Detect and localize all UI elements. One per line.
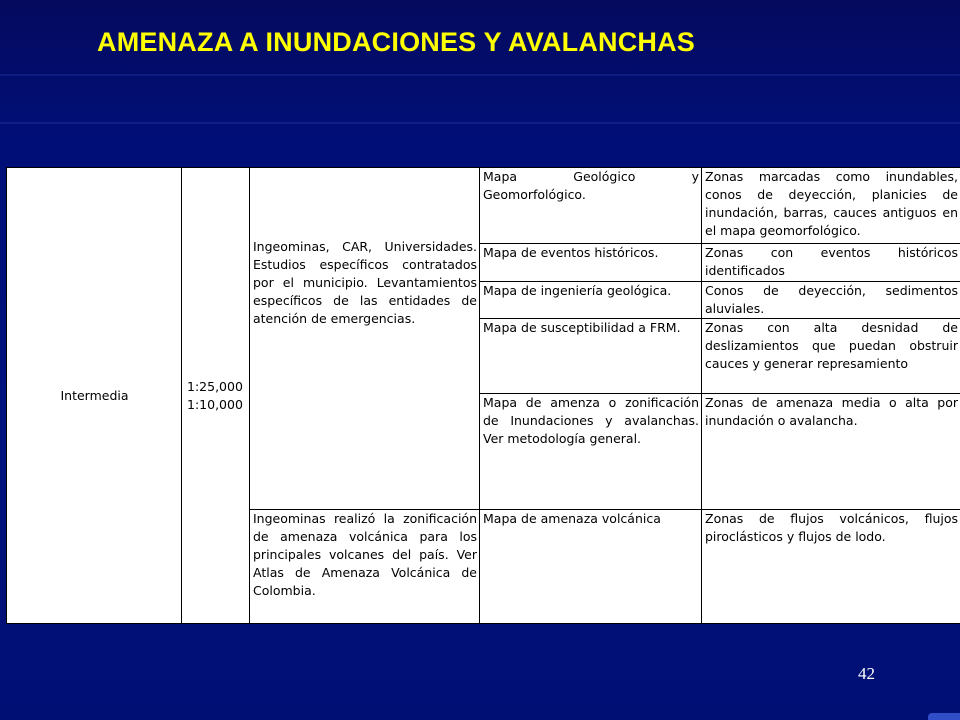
decorative-band: [0, 74, 960, 76]
page-number: 42: [858, 664, 875, 683]
source-cell: Ingeominas, CAR, Universidades. Estudios específicos contratados por el municipio. Levantamientos específicos de las entidades de atención de emergencias.: [250, 168, 480, 510]
hazard-table: [6, 167, 960, 624]
description-cell: Zonas de flujos volcánicos, flujos piroclásticos y flujos de lodo.: [702, 510, 960, 624]
product-cell: Mapa de susceptibilidad a FRM.: [480, 319, 702, 394]
level-cell: Intermedia: [7, 168, 182, 624]
source-cell: Ingeominas realizó la zonificación de amenaza volcánica para los principales volcanes del país. Ver Atlas de Amenaza Volcánica de Colombia.: [250, 510, 480, 624]
product-cell: Mapa de amenza o zonificación de Inundaciones y avalanchas. Ver metodología general.: [480, 394, 702, 510]
slide-title: AMENAZA A INUNDACIONES Y AVALANCHAS: [97, 27, 696, 57]
table-row: [7, 168, 960, 244]
product-cell: Mapa de ingeniería geológica.: [480, 282, 702, 319]
description-cell: Conos de deyección, sedimentos aluviales.: [702, 282, 960, 319]
description-cell: Zonas de amenaza media o alta por inundación o avalancha.: [702, 394, 960, 510]
description-cell: Zonas con alta desnidad de deslizamientos que puedan obstruir cauces y generar represamiento: [702, 319, 960, 394]
scale-cell: 1:25,000 1:10,000: [182, 168, 250, 624]
description-cell: Zonas con eventos históricos identificados: [702, 244, 960, 282]
corner-decoration: [928, 713, 960, 720]
decorative-band: [0, 122, 960, 124]
product-cell: Mapa de eventos históricos.: [480, 244, 702, 282]
product-cell: Mapa Geológico y Geomorfológico.: [480, 168, 702, 244]
product-cell: Mapa de amenaza volcánica: [480, 510, 702, 624]
description-cell: Zonas marcadas como inundables, conos de deyección, planicies de inundación, barras, cauces antiguos en el mapa geomorfológico.: [702, 168, 960, 244]
